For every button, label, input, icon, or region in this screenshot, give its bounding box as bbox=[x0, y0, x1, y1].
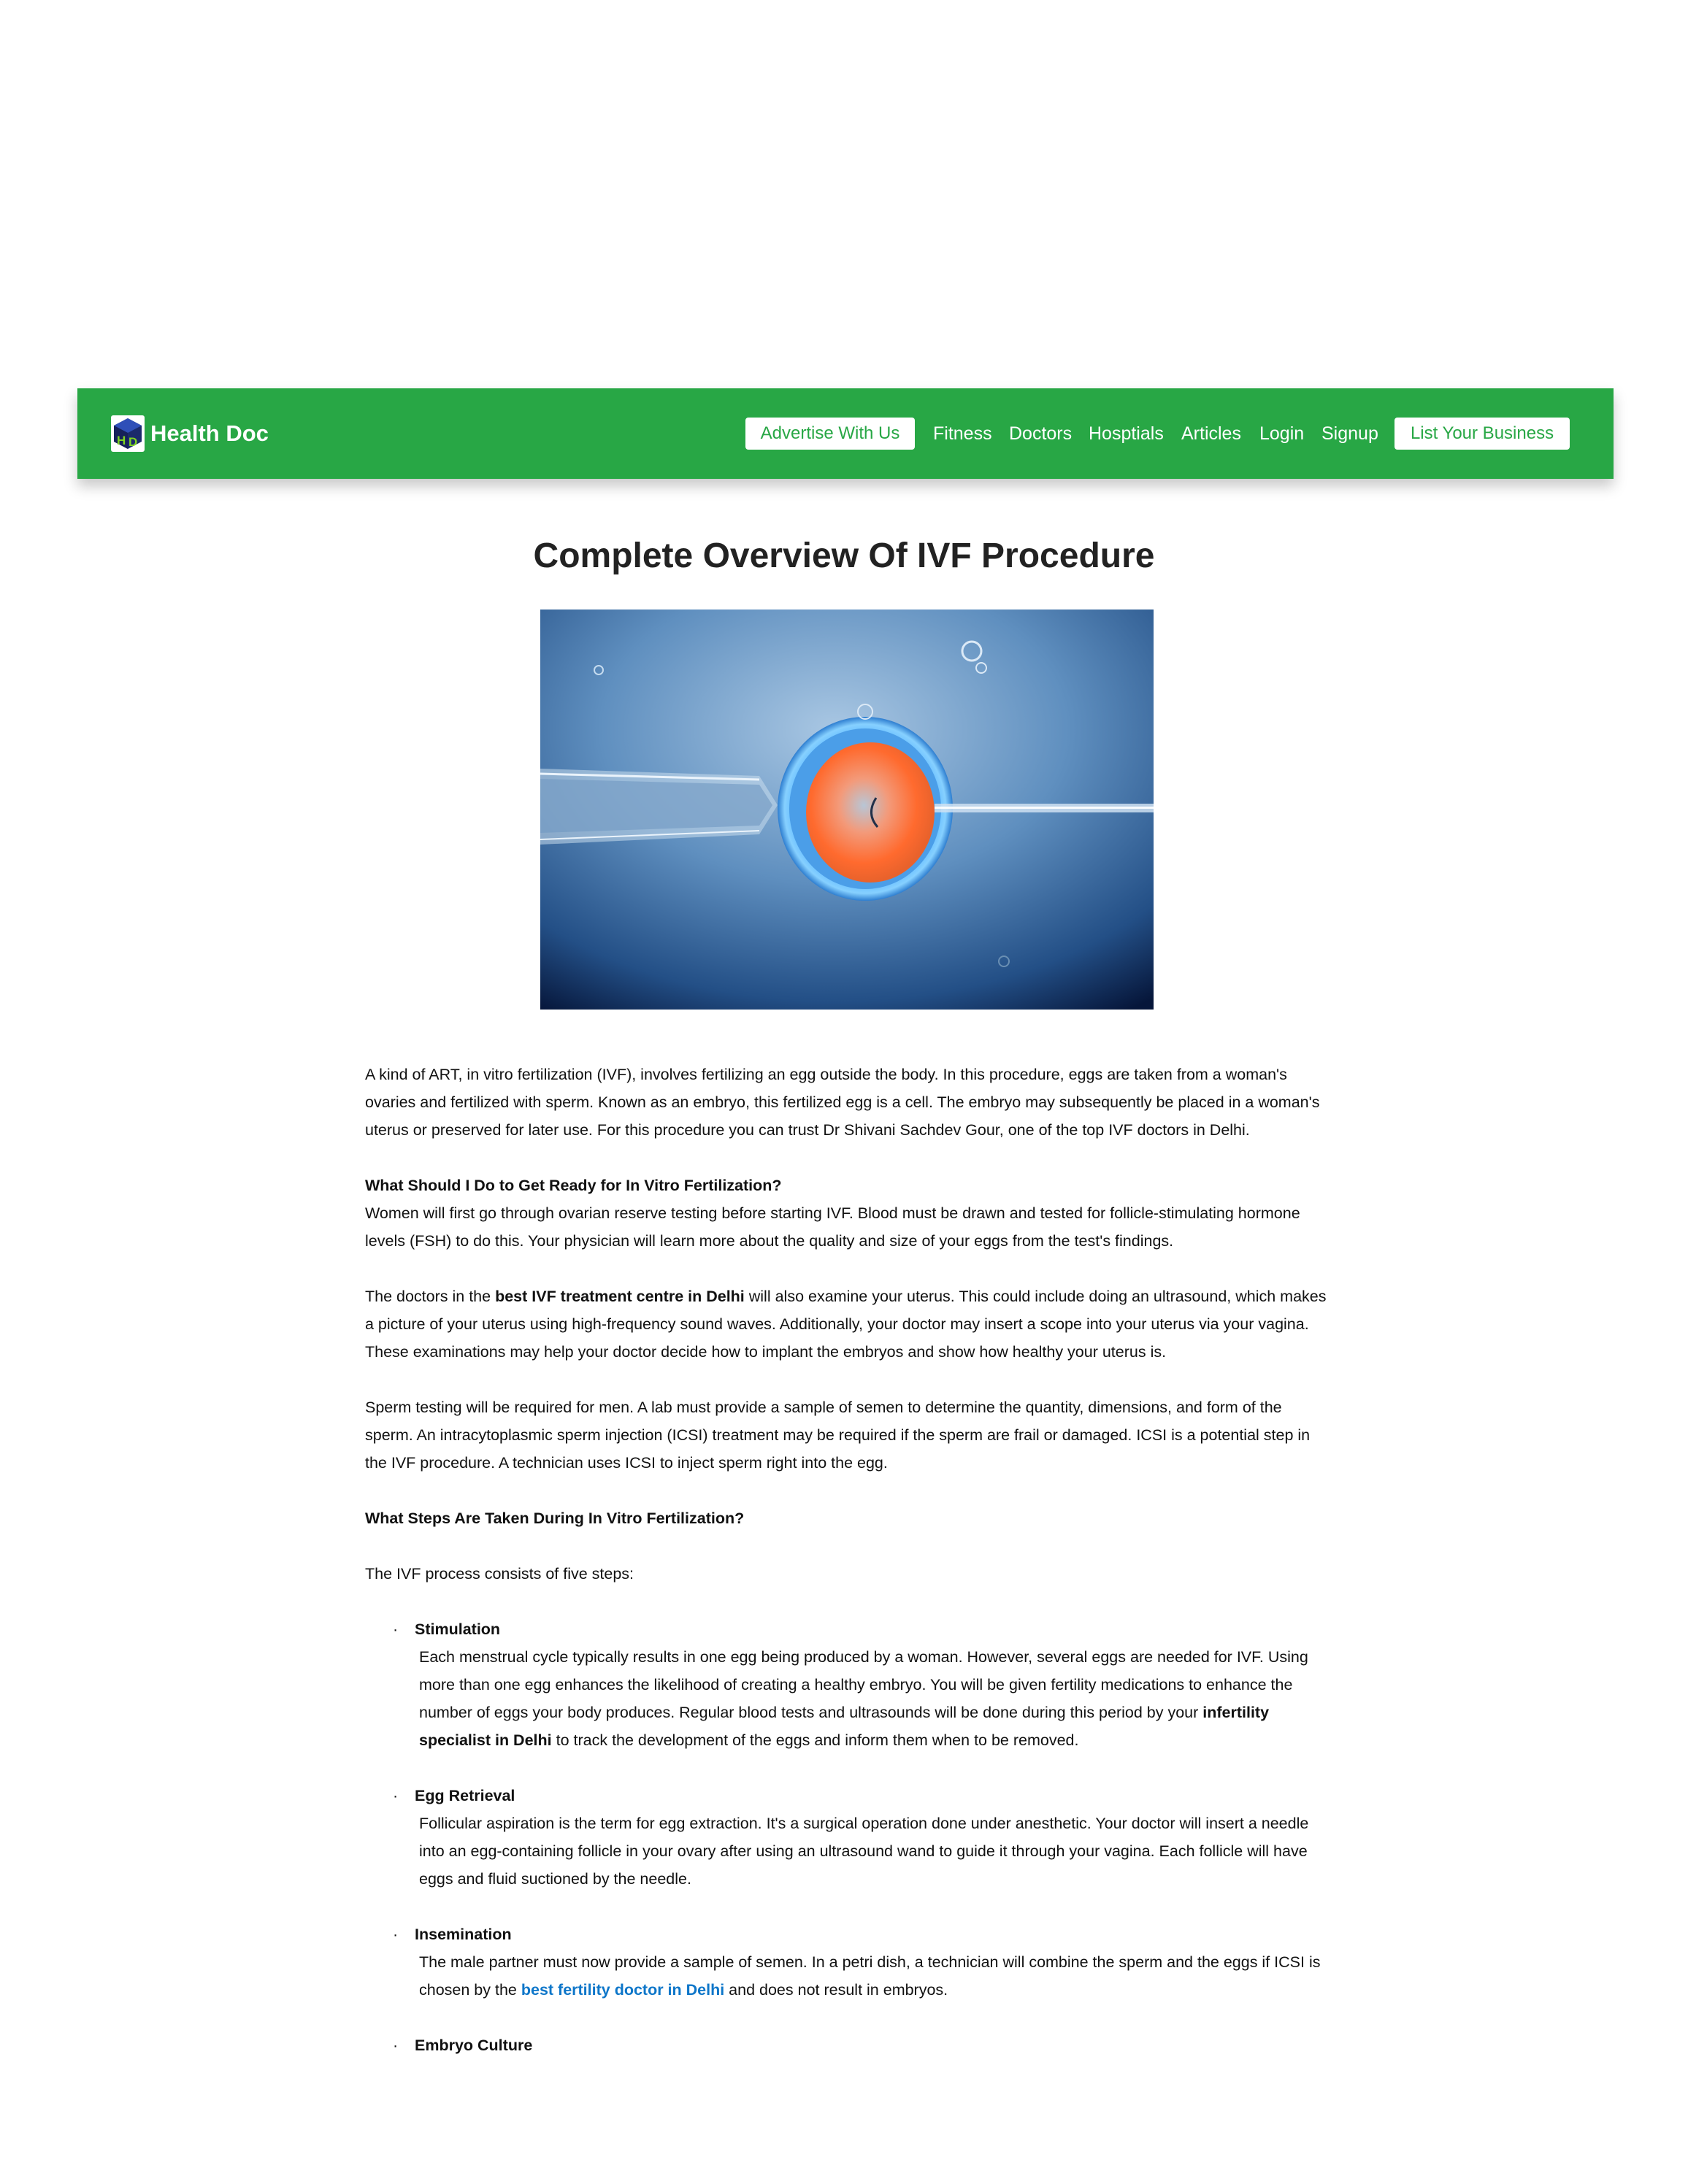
list-business-button[interactable]: List Your Business bbox=[1394, 418, 1570, 450]
nav-link-login[interactable]: Login bbox=[1259, 423, 1305, 444]
ad-space bbox=[0, 0, 1688, 388]
section-heading: What Should I Do to Get Ready for In Vitro Fertilization? bbox=[365, 1177, 782, 1194]
bullet: · bbox=[393, 1787, 399, 1804]
ivf-hero-image bbox=[540, 610, 1154, 1010]
ivf-centre-keyword: best IVF treatment centre in Delhi bbox=[495, 1288, 745, 1305]
navbar bbox=[77, 388, 1614, 479]
step-body: Follicular aspiration is the term for egg extraction. It's a surgical operation done under anesthetic. Your doctor will insert a needle into an egg-containing follicle in your ovary after using an ultrasound wand to guide it through your vagina. Each follicle will have eggs and fluid suctioned by the needle. bbox=[419, 1815, 1309, 1888]
bullet: · bbox=[393, 1620, 399, 1638]
bullet: · bbox=[393, 2037, 399, 2054]
intro-paragraph: A kind of ART, in vitro fertilization (IVF), involves fertilizing an egg outside the body. In this procedure, eggs are taken from a woman's ovaries and fertilized with sperm. Known as an embryo, this fertilized egg is a cell. The embryo may subsequently be placed in a woman's uterus or preserved for later use. For this procedure you can trust Dr Shivani Sachdev Gour, one of the top IVF doctors in Delhi. bbox=[365, 1066, 1320, 1139]
health-doc-logo-icon bbox=[111, 415, 145, 452]
advertise-button[interactable]: Advertise With Us bbox=[745, 418, 915, 450]
nav-link-hospitals[interactable]: Hosptials bbox=[1089, 423, 1164, 444]
brand-name: Health Doc bbox=[150, 420, 269, 446]
article-body bbox=[365, 1061, 1329, 2087]
paragraph-five-steps: The IVF process consists of five steps: bbox=[365, 1565, 634, 1583]
nav-link-signup[interactable]: Signup bbox=[1321, 423, 1378, 444]
list-item bbox=[365, 1920, 1329, 2004]
paragraph-sperm: Sperm testing will be required for men. A lab must provide a sample of semen to determine the quantity, dimensions, and form of the sperm. An intracytoplasmic sperm injection (ICSI) treatment may be required if the sperm are frail or damaged. ICSI is a potential step in the IVF procedure. A technician uses ICSI to inject sperm right into the egg. bbox=[365, 1399, 1311, 1472]
paragraph-uterus: The doctors in the best IVF treatment centre in Delhi will also examine your uterus. This could include doing an ultrasound, which makes a picture of your uterus using high-frequency sound waves. Additionally, your doctor may insert a scope into your uterus via your vagina. These examinations may help your doctor decide how to implant the embryos and show how healthy your uterus is. bbox=[365, 1288, 1327, 1361]
list-item bbox=[365, 1615, 1329, 1754]
step-title: Embryo Culture bbox=[415, 2037, 533, 2054]
nav-link-fitness[interactable]: Fitness bbox=[933, 423, 992, 444]
brand[interactable] bbox=[111, 415, 269, 453]
svg-text:H: H bbox=[117, 434, 126, 447]
step-body: The male partner must now provide a sample of semen. In a petri dish, a technician will combine the sperm and the eggs if ICSI is chosen by the best fertility doctor in Delhi and does not result in embryos. bbox=[419, 1953, 1321, 1999]
svg-text:D: D bbox=[128, 435, 138, 449]
list-item bbox=[365, 2031, 1329, 2059]
paragraph-prep: Women will first go through ovarian reserve testing before starting IVF. Blood must be drawn and tested for follicle-stimulating hormone levels (FSH) to do this. Your physician will learn more about the quality and size of your eggs from the test's findings. bbox=[365, 1204, 1300, 1250]
bullet: · bbox=[393, 1926, 399, 1943]
section-heading: What Steps Are Taken During In Vitro Fertilization? bbox=[365, 1510, 745, 1527]
step-title: Stimulation bbox=[415, 1620, 501, 1638]
fertility-doctor-link[interactable]: best fertility doctor in Delhi bbox=[521, 1981, 725, 1999]
page-title: Complete Overview Of IVF Procedure bbox=[533, 537, 1155, 575]
nav-link-articles[interactable]: Articles bbox=[1181, 423, 1241, 444]
list-item bbox=[365, 1782, 1329, 1893]
step-body: Each menstrual cycle typically results in one egg being produced by a woman. However, several eggs are needed for IVF. Using more than one egg enhances the likelihood of creating a healthy embryo. You will be given fertility medications to enhance the number of eggs your body produces. Regular blood tests and ultrasounds will be done during this period by your infertility specialist in Delhi to track the development of the eggs and inform them when to be removed. bbox=[419, 1648, 1308, 1749]
infertility-specialist-keyword: infertility specialist in Delhi bbox=[419, 1704, 1270, 1749]
nav-link-doctors[interactable]: Doctors bbox=[1009, 423, 1073, 444]
step-title: Insemination bbox=[415, 1926, 512, 1943]
step-title: Egg Retrieval bbox=[415, 1787, 515, 1804]
